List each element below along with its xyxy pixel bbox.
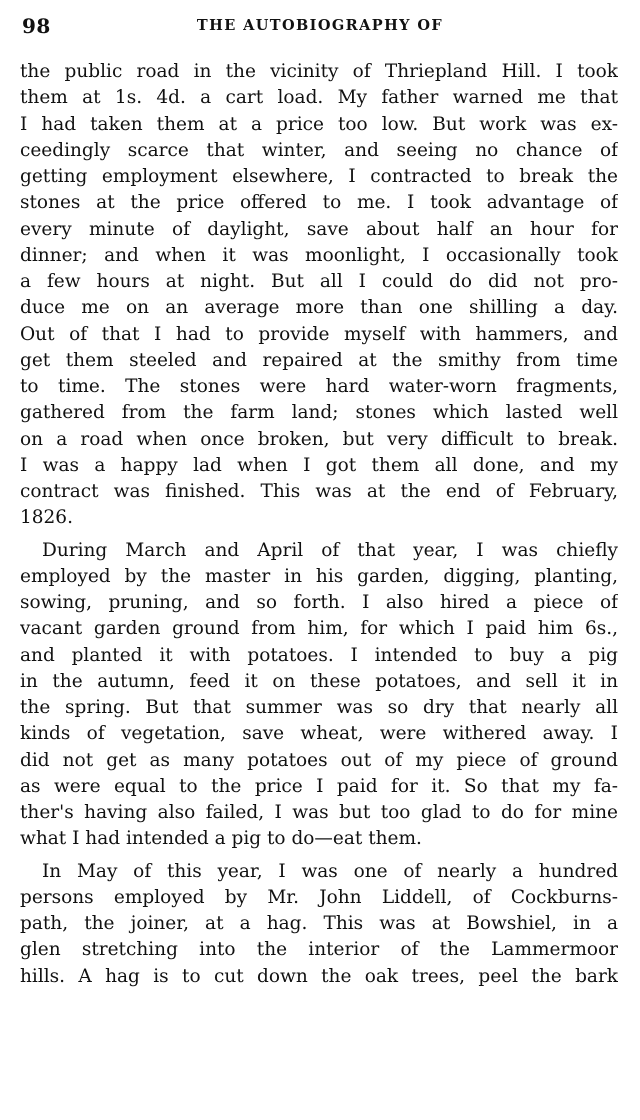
text-line: ceedingly scarce that winter, and seeing no chance of xyxy=(20,139,618,161)
text-line: the spring. But that summer was so dry that nearly all xyxy=(20,697,618,718)
paragraph xyxy=(20,538,618,853)
text-line: as were equal to the price I paid for it. So that my fa- xyxy=(20,775,618,797)
paragraph xyxy=(20,59,618,532)
text-line: what I had intended a pig to do—eat them. xyxy=(20,828,422,850)
text-line: stones at the price offered to me. I took advantage of xyxy=(20,192,618,214)
text-line: every minute of daylight, save about half an hour for xyxy=(20,218,618,240)
text-line: vacant garden ground from him, for which I paid him 6s., xyxy=(20,618,618,640)
text-line: and planted it with potatoes. I intended to buy a pig xyxy=(20,644,618,666)
running-title: THE AUTOBIOGRAPHY OF xyxy=(196,17,444,34)
page-number: 98 xyxy=(22,14,51,38)
text-line: ther's having also failed, I was but too glad to do for mine xyxy=(20,802,618,823)
text-line: Out of that I had to provide myself with hammers, and xyxy=(20,323,618,345)
text-line: I had taken them at a price too low. But work was ex- xyxy=(20,113,618,135)
text-line: a few hours at night. But all I could do did not pro- xyxy=(20,271,618,292)
text-line: did not get as many potatoes out of my piece of ground xyxy=(20,749,618,771)
text-line: gathered from the farm land; stones which lasted well xyxy=(20,402,618,424)
text-line: getting employment elsewhere, I contracted to break the xyxy=(20,166,618,187)
text-line: the public road in the vicinity of Thriepland Hill. I took xyxy=(20,61,618,82)
text-line: get them steeled and repaired at the smithy from time xyxy=(20,349,618,371)
text-line: sowing, pruning, and so forth. I also hired a piece of xyxy=(20,592,618,613)
text-line: kinds of vegetation, save wheat, were withered away. I xyxy=(20,723,618,745)
paragraph xyxy=(20,859,618,990)
text-line: I was a happy lad when I got them all done, and my xyxy=(20,454,618,476)
text-line: In May of this year, I was one of nearly a hundred xyxy=(42,860,618,882)
running-head xyxy=(22,14,618,44)
text-line: dinner; and when it was moonlight, I occasionally took xyxy=(20,244,618,266)
text-line: persons employed by Mr. John Liddell, of Cockburns- xyxy=(20,886,618,908)
text-line: in the autumn, feed it on these potatoes, and sell it in xyxy=(20,670,618,692)
body-text xyxy=(20,59,618,990)
text-line: them at 1s. 4d. a cart load. My father warned me that xyxy=(20,87,618,109)
text-line: hills. A hag is to cut down the oak trees, peel the bark xyxy=(20,965,618,987)
text-line: duce me on an average more than one shilling a day. xyxy=(20,297,618,319)
text-line: 1826. xyxy=(20,507,73,529)
text-line: path, the joiner, at a hag. This was at Bowshiel, in a xyxy=(20,913,618,934)
text-line: on a road when once broken, but very difficult to break. xyxy=(20,428,618,450)
text-line: During March and April of that year, I was chiefly xyxy=(42,539,618,561)
text-line: employed by the master in his garden, digging, planting, xyxy=(20,565,618,587)
text-line: contract was finished. This was at the end of February, xyxy=(20,481,618,502)
text-line: to time. The stones were hard water-worn fragments, xyxy=(20,376,618,397)
text-line: glen stretching into the interior of the Lammermoor xyxy=(20,939,618,961)
